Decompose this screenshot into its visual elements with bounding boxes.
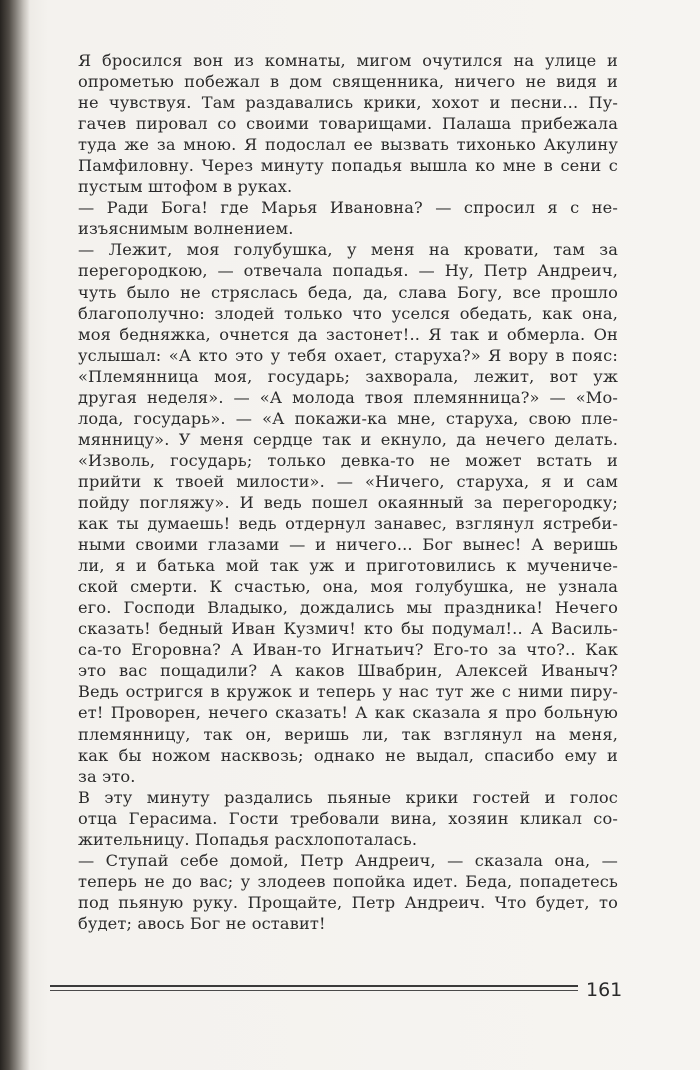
- text-line: — Ступай себе домой, Петр Андреич, — сказала она, —: [78, 850, 618, 870]
- body-text: [50, 50, 618, 934]
- text-line: моя бедняжка, очнется да застонет!.. Я так и обмерла. Он: [78, 324, 618, 344]
- text-line: другая неделя». — «А молода твоя племянница?» — «Мо-: [78, 387, 618, 407]
- page-number: 161: [586, 979, 623, 1001]
- text-line: са-то Егоровна? А Иван-то Игнатьич? Его-то за что?.. Как: [78, 640, 618, 660]
- footer-rule-thick: [50, 985, 578, 987]
- text-line: теперь не до вас; у злодеев попойка идет. Беда, попадетесь: [78, 871, 618, 891]
- text-line: будет; авось Бог не оставит!: [78, 913, 326, 933]
- text-line: это вас пощадили? А каков Швабрин, Алексей Иваныч?: [78, 661, 618, 681]
- paragraph: [50, 50, 618, 197]
- paragraph: [50, 850, 618, 934]
- text-line: В эту минуту раздались пьяные крики гостей и голос: [78, 787, 618, 807]
- text-line: отца Герасима. Гости требовали вина, хозяин кликал со-: [78, 808, 618, 828]
- text-line: ет! Проворен, нечего сказать! А как сказала я про больную: [78, 703, 618, 723]
- text-line: опрометью побежал в дом священника, ничего не видя и: [78, 72, 618, 92]
- text-line: ской смерти. К счастью, она, моя голубушка, не узнала: [78, 577, 618, 597]
- text-line: Я бросился вон из комнаты, мигом очутился на улице и: [78, 51, 618, 70]
- text-line: услышал: «А кто это у тебя охает, старуха?» Я вору в пояс:: [78, 345, 618, 365]
- text-line: пойду погляжу». И ведь пошел окаянный за перегородку;: [78, 492, 618, 512]
- text-line: как ты думаешь! ведь отдернул занавес, взглянул ястреби-: [78, 514, 618, 534]
- text-line: не чувствуя. Там раздавались крики, хохот и песни... Пу-: [78, 93, 618, 113]
- text-line: чуть было не стряслась беда, да, слава Богу, все прошло: [78, 282, 618, 302]
- text-line: «Племянница моя, государь; захворала, лежит, вот уж: [78, 366, 618, 386]
- paragraph: [50, 239, 618, 786]
- text-line: перегородкою, — отвечала попадья. — Ну, Петр Андреич,: [78, 261, 618, 281]
- text-line: «Изволь, государь; только девка-то не может встать и: [78, 450, 618, 470]
- paragraph: [50, 787, 618, 850]
- paragraph: [50, 197, 618, 239]
- text-line: изъяснимым волнением.: [78, 219, 294, 239]
- text-line: его. Господи Владыко, дождались мы праздника! Нечего: [78, 598, 618, 618]
- text-line: лода, государь». — «А покажи-ка мне, старуха, свою пле-: [78, 408, 618, 428]
- text-line: за это.: [78, 766, 136, 786]
- text-line: пустым штофом в руках.: [78, 177, 293, 197]
- footer-rule-thin: [50, 990, 578, 991]
- text-line: как бы ножом насквозь; однако не выдал, спасибо ему и: [78, 745, 618, 765]
- text-line: туда же за мною. Я подослал ее вызвать тихонько Акулину: [78, 135, 618, 155]
- text-line: ли, я и батька мой так уж и приготовились к мучениче-: [78, 556, 618, 576]
- text-line: под пьяную руку. Прощайте, Петр Андреич. Что будет, то: [78, 892, 618, 912]
- text-line: племянницу, так он, веришь ли, так взглянул на меня,: [78, 724, 618, 744]
- text-line: Памфиловну. Через минуту попадья вышла ко мне в сени с: [78, 156, 618, 176]
- text-line: благополучно: злодей только что уселся обедать, как она,: [78, 303, 618, 323]
- text-line: — Ради Бога! где Марья Ивановна? — спросил я с не-: [78, 198, 618, 218]
- text-line: сказать! бедный Иван Кузмич! кто бы подумал!.. А Василь-: [78, 619, 618, 639]
- text-line: прийти к твоей милости». — «Ничего, старуха, я и сам: [78, 471, 618, 491]
- text-line: Ведь остригся в кружок и теперь у нас тут же с ними пиру-: [78, 682, 618, 702]
- text-line: мянницу». У меня сердце так и екнуло, да нечего делать.: [78, 429, 618, 449]
- book-spine-shadow: [0, 0, 30, 1070]
- text-line: ными своими глазами — и ничего... Бог вынес! А веришь: [78, 535, 618, 555]
- text-line: — Лежит, моя голубушка, у меня на кровати, там за: [78, 240, 618, 260]
- text-line: жительницу. Попадья расхлопоталась.: [78, 829, 418, 849]
- text-line: гачев пировал со своими товарищами. Палаша прибежала: [78, 114, 618, 134]
